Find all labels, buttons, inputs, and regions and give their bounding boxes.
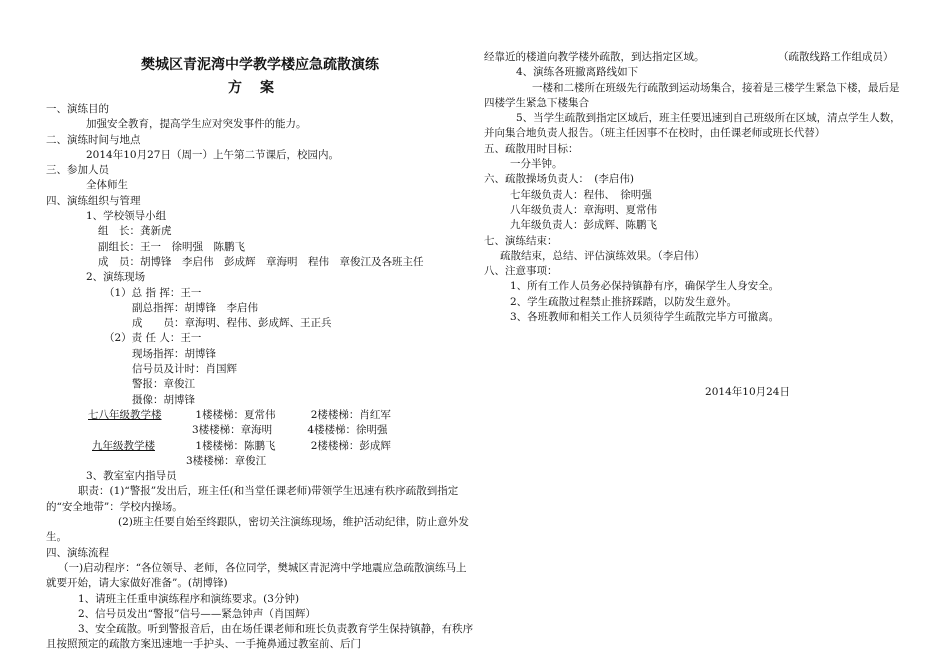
section-5-body: 一分半钟。 <box>510 158 563 171</box>
leadership-group-heading: 1、学校领导小组 <box>86 210 167 223</box>
grade78-stair-2: 2楼楼梯：肖红军 <box>310 408 391 421</box>
grade78-stair-3: 3楼楼梯：章海明 <box>192 424 273 437</box>
classroom-guide-duty-1: 职责：(1)“警报”发出后，班主任(和当堂任课老师)带领学生迅速有秩序疏散到指定的“安全地带”：学校内操场。 <box>46 485 459 513</box>
section-6-heading: 六、疏散操场负责人： (李启伟) <box>484 173 634 186</box>
section-3-body: 全体师生 <box>86 179 128 192</box>
grade9-stair-1: 1楼楼梯：陈鹏飞 <box>195 439 276 452</box>
section-8-heading: 八、注意事项： <box>484 265 558 278</box>
note-1: 1、所有工作人员务必保持镇静有序，确保学生人身安全。 <box>510 280 780 293</box>
right-column <box>484 50 904 401</box>
drill-site-heading: 2、演练现场 <box>86 271 146 284</box>
site-director-line: 现场指挥：胡博锋 <box>132 347 216 360</box>
grade7-lead: 七年级负责人：程伟、 徐明强 <box>510 188 652 201</box>
grade9-stair-3: 3楼楼梯：章俊江 <box>186 454 267 467</box>
grade9-lead: 九年级负责人：彭成辉、陈鹏飞 <box>510 219 657 232</box>
left-column <box>46 50 474 653</box>
grade78-row-1 <box>46 408 474 423</box>
route-step-5: 5、当学生疏散到指定区域后，班主任要迅速到自己班级所在区域，清点学生人数，并向集合地负责人报告。（班主任因事不在校时，由任课老师或班长代替） <box>484 112 901 140</box>
commander-line: （1）总 指 挥：王一 <box>104 286 202 299</box>
alarm-line: 警报：章俊江 <box>132 378 195 391</box>
grade9-stair-2: 2楼楼梯：彭成辉 <box>310 439 391 452</box>
flow-step-1: 1、请班主任重申演练程序和演练要求。(3分钟) <box>78 592 300 605</box>
route-detail: 一楼和二楼所在班级先行疏散到运动场集合，接着是三楼学生紧急下楼，最后是四楼学生紧急下楼集合 <box>484 81 900 109</box>
section-3-heading: 三、参加人员 <box>46 164 109 177</box>
classroom-guide-heading: 3、教室室内指导员 <box>86 470 177 483</box>
responsible-person-line: （2）责 任 人：王一 <box>104 332 202 345</box>
deputy-leader-line: 副组长：王一 徐明强 陈鹏飞 <box>98 240 245 253</box>
flow-start-procedure: （一)启动程序：“各位领导、老师，各位同学，樊城区青泥湾中学地震应急疏散演练马上就要开始，请大家做好准备”。(胡博锋) <box>46 561 467 590</box>
doc-title: 樊城区青泥湾中学教学楼应急疏散演练 <box>141 57 379 73</box>
section-5-heading: 五、疏散用时目标： <box>484 142 579 155</box>
route-line-1: 经靠近的楼道向教学楼外疏散，到达指定区域。 （疏散线路工作组成员） <box>484 51 894 63</box>
section-2-heading: 二、演练时间与地点 <box>46 133 141 146</box>
grade78-label: 七八年级教学楼 <box>88 408 162 421</box>
grade78-stair-4: 4楼楼梯：徐明强 <box>307 424 388 437</box>
spacer <box>484 325 904 385</box>
flow-step-3: 3、安全疏散。听到警报音后，由在场任课老师和班长负责教育学生保持镇静，有秩序且按照预定的疏散方案迅速地一手护头、一手掩鼻通过教室前、后门 <box>46 623 474 651</box>
site-members-line: 成 员：章海明、程伟、彭成辉、王正兵 <box>132 317 332 330</box>
grade78-row-2 <box>46 423 474 438</box>
section-7-body: 疏散结束，总结、评估演练效果。（李启伟） <box>500 249 705 262</box>
leader-line: 组 长：龚新虎 <box>98 225 172 238</box>
signal-timer-line: 信号员及计时：肖国辉 <box>132 363 237 376</box>
section-4-heading: 四、演练组织与管理 <box>46 194 141 207</box>
grade9-row-2 <box>46 454 474 469</box>
deputy-commander-line: 副总指挥：胡博锋 李启伟 <box>132 301 258 314</box>
camera-line: 摄像：胡博锋 <box>132 393 195 406</box>
document-date: 2014年10月24日 <box>705 386 790 399</box>
section-1-body: 加强安全教育，提高学生应对突发事件的能力。 <box>86 118 307 131</box>
grade8-lead: 八年级负责人：章海明、夏常伟 <box>510 203 657 216</box>
section-4b-heading: 四、演练流程 <box>46 546 109 559</box>
section-1-heading: 一、演练目的 <box>46 103 109 115</box>
note-2: 2、学生疏散过程禁止推挤踩踏，以防发生意外。 <box>510 295 738 308</box>
grade9-row-1 <box>46 439 474 454</box>
note-3: 3、各班教师和相关工作人员须待学生疏散完毕方可撤离。 <box>510 311 780 324</box>
classroom-guide-duty-2: (2)班主任要自始至终跟队，密切关注演练现场，维护活动纪律，防止意外发生。 <box>46 516 469 544</box>
grade78-stair-1: 1楼楼梯：夏常伟 <box>195 408 276 421</box>
members-line: 成 员：胡博锋 李启伟 彭成辉 章海明 程伟 章俊江及各班主任 <box>98 255 424 268</box>
doc-title-2: 方案 <box>228 80 292 96</box>
route-heading: 4、演练各班撤离路线如下 <box>516 66 639 79</box>
grade9-label: 九年级教学楼 <box>92 439 155 452</box>
section-2-body: 2014年10月27日（周一）上午第二节课后，校园内。 <box>86 148 339 161</box>
section-7-heading: 七、演练结束： <box>484 234 558 247</box>
flow-step-2: 2、信号员发出“警报”信号——紧急钟声（肖国辉） <box>78 607 316 620</box>
